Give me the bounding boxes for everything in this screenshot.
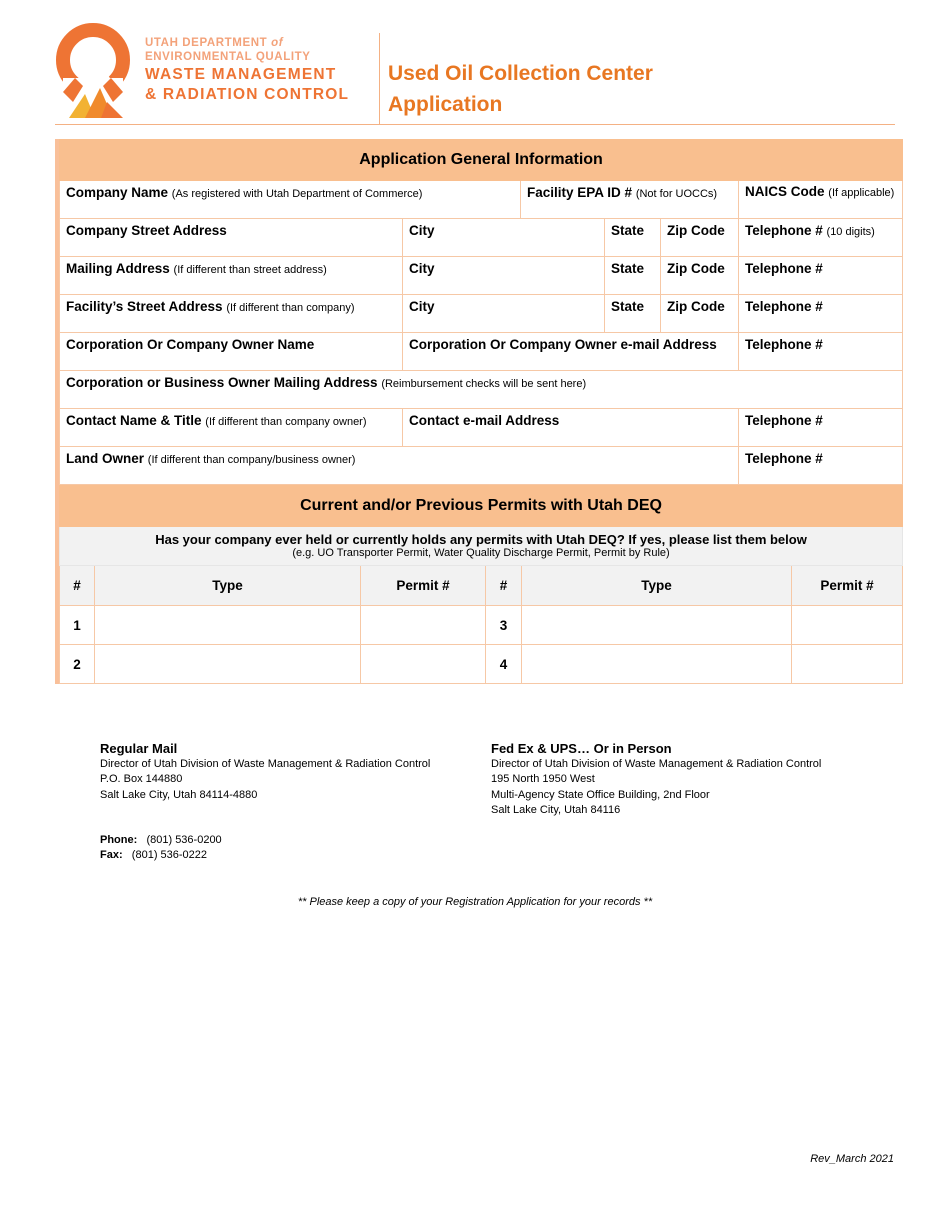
page-header — [55, 18, 895, 126]
address-line: P.O. Box 144880 — [100, 773, 183, 786]
records-note: ** Please keep a copy of your Registration Application for your records ** — [297, 896, 653, 908]
col-type-header: Type — [522, 566, 792, 606]
permits-table — [59, 485, 903, 684]
revision-label: Rev_March 2021 — [810, 1153, 894, 1165]
col-permit-header: Permit # — [361, 566, 486, 606]
table-row — [60, 645, 903, 684]
permit-type-input[interactable] — [522, 645, 792, 684]
mailing-telephone-field[interactable]: Telephone # — [739, 257, 903, 295]
state-field[interactable]: State — [605, 219, 661, 257]
col-num-header: # — [60, 566, 95, 606]
owner-email-field[interactable]: Corporation Or Company Owner e-mail Address — [403, 333, 739, 371]
department-name: UTAH DEPARTMENT of ENVIRONMENTAL QUALITY WASTE MANAGEMENT & RADIATION CONTROL — [145, 37, 350, 103]
mailing-state-field[interactable]: State — [605, 257, 661, 295]
mailing-city-field[interactable]: City — [403, 257, 605, 295]
contact-name-field[interactable]: Contact Name & Title (If different than company owner) — [60, 409, 403, 447]
permit-number-input[interactable] — [792, 606, 903, 645]
general-info-heading: Application General Information — [60, 140, 903, 181]
permit-number-input[interactable] — [361, 606, 486, 645]
owner-mailing-field[interactable]: Corporation or Business Owner Mailing Address (Reimbursement checks will be sent here) — [60, 371, 903, 409]
row-number: 4 — [486, 645, 522, 684]
land-owner-field[interactable]: Land Owner (If different than company/business owner) — [60, 447, 739, 485]
row-number: 1 — [60, 606, 95, 645]
fax-line: Fax: (801) 536-0222 — [100, 849, 208, 862]
address-line: Salt Lake City, Utah 84116 — [491, 803, 621, 816]
owner-telephone-field[interactable]: Telephone # — [739, 333, 903, 371]
permit-number-input[interactable] — [792, 645, 903, 684]
contact-email-field[interactable]: Contact e-mail Address — [403, 409, 739, 447]
permits-heading: Current and/or Previous Permits with Utah DEQ — [60, 486, 903, 527]
row-number: 3 — [486, 606, 522, 645]
address-line: Multi-Agency State Office Building, 2nd Floor — [491, 788, 710, 801]
page-title: Used Oil Collection Center Application — [388, 62, 653, 116]
facility-zip-field[interactable]: Zip Code — [661, 295, 739, 333]
zip-field[interactable]: Zip Code — [661, 219, 739, 257]
phone-line: Phone: (801) 536-0200 — [100, 833, 222, 846]
col-type-header: Type — [95, 566, 361, 606]
company-name-field[interactable]: Company Name (As registered with Utah Department of Commerce) — [60, 181, 521, 219]
facility-city-field[interactable]: City — [403, 295, 605, 333]
address-line: Salt Lake City, Utah 84114-4880 — [100, 788, 258, 801]
land-owner-telephone-field[interactable]: Telephone # — [739, 447, 903, 485]
utah-deq-logo-icon — [55, 22, 131, 120]
facility-epa-field[interactable]: Facility EPA ID # (Not for UOCCs) — [521, 181, 739, 219]
application-form — [55, 139, 902, 684]
header-divider — [379, 33, 380, 124]
mailing-zip-field[interactable]: Zip Code — [661, 257, 739, 295]
fedex-mail-heading: Fed Ex & UPS… Or in Person — [491, 741, 672, 756]
permit-type-input[interactable] — [95, 645, 361, 684]
table-row — [60, 606, 903, 645]
general-info-table — [59, 139, 903, 485]
header-rule — [55, 124, 895, 125]
telephone-field[interactable]: Telephone # (10 digits) — [739, 219, 903, 257]
row-number: 2 — [60, 645, 95, 684]
permit-type-input[interactable] — [95, 606, 361, 645]
mailing-address-field[interactable]: Mailing Address (If different than street address) — [60, 257, 403, 295]
facility-street-field[interactable]: Facility’s Street Address (If different than company) — [60, 295, 403, 333]
facility-telephone-field[interactable]: Telephone # — [739, 295, 903, 333]
address-line: 195 North 1950 West — [491, 773, 595, 786]
address-line: Director of Utah Division of Waste Management & Radiation Control — [491, 758, 822, 770]
street-address-field[interactable]: Company Street Address — [60, 219, 403, 257]
col-permit-header: Permit # — [792, 566, 903, 606]
owner-name-field[interactable]: Corporation Or Company Owner Name — [60, 333, 403, 371]
permit-type-input[interactable] — [522, 606, 792, 645]
naics-field[interactable]: NAICS Code (If applicable) — [739, 181, 903, 219]
facility-state-field[interactable]: State — [605, 295, 661, 333]
contact-telephone-field[interactable]: Telephone # — [739, 409, 903, 447]
fedex-mail-block — [491, 741, 821, 818]
regular-mail-heading: Regular Mail — [100, 741, 178, 756]
address-line: Director of Utah Division of Waste Management & Radiation Control — [100, 758, 431, 770]
permit-number-input[interactable] — [361, 645, 486, 684]
city-field[interactable]: City — [403, 219, 605, 257]
permits-question: Has your company ever held or currently holds any permits with Utah DEQ? If yes, please list them below (e.g. UO Transporter Permit, Water Quality Discharge Permit, Permit by Rule) — [60, 527, 903, 566]
regular-mail-block — [100, 741, 430, 863]
col-num-header: # — [486, 566, 522, 606]
